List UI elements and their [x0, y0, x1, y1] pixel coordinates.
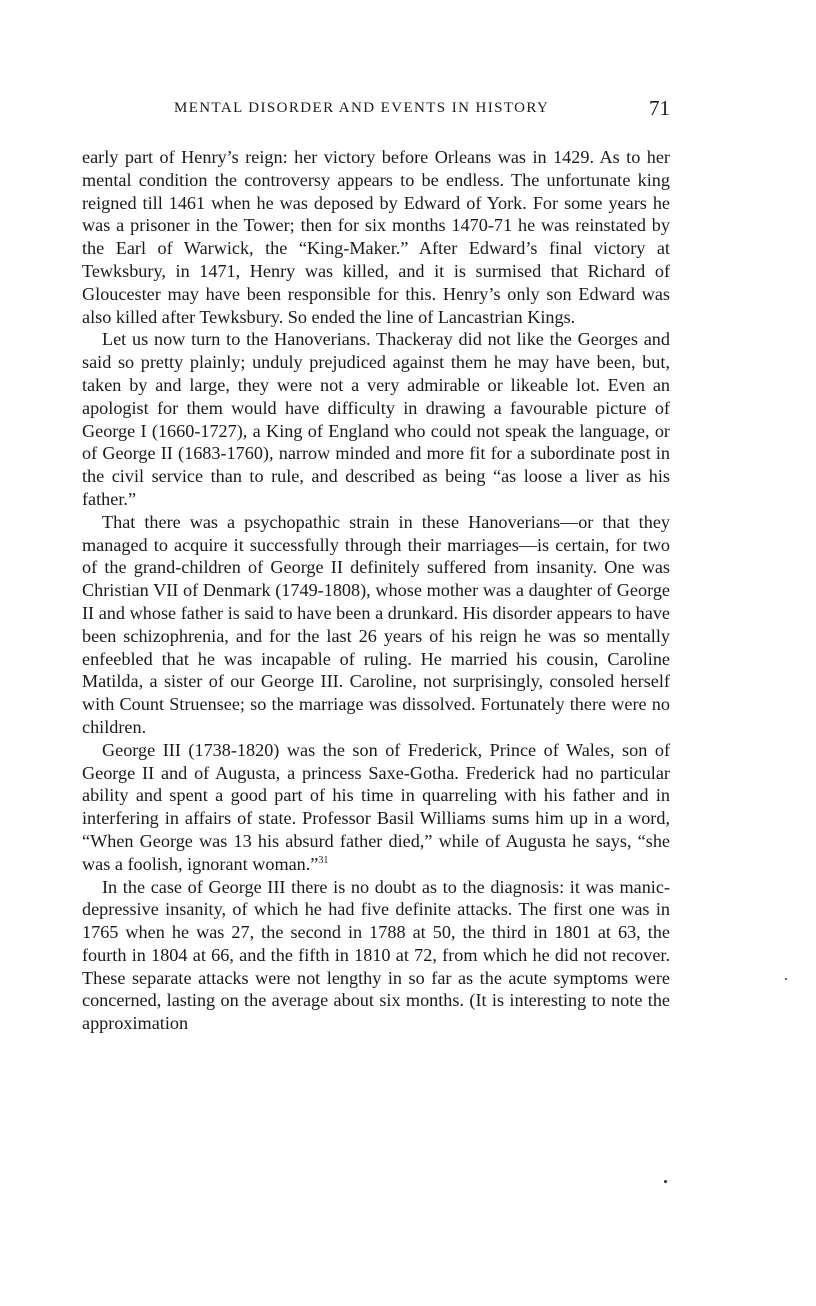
- paragraph-henry-reign: early part of Henry’s reign: her victory before Orleans was in 1429. As to her mental condition the controversy appears to be endless. The unfortunate king reigned till 1461 when he was deposed by Edward of York. For some years he was a prisoner in the Tower; then for six months 1470-71 he was reinstated by the Earl of Warwick, the “King-Maker.” After Edward’s final victory at Tewksbury, in 1471, Henry was killed, and it is surmised that Richard of Gloucester may have been responsible for this. Henry’s only son Edward was also killed after Tewksbury. So ended the line of Lancastrian Kings.: [82, 147, 670, 327]
- paragraph-george-iii-parents-text: George III (1738-1820) was the son of Frederick, Prince of Wales, son of George II and of Augusta, a princess Saxe-Gotha. Frederick had no particular ability and spent a good part of his time in quarreling with his father and in interfering in affairs of state. Professor Basil Williams sums him up in a word, “When George was 13 his absurd father died,” while of Augusta he says, “she was a foolish, ignorant woman.”: [82, 739, 670, 874]
- running-title: MENTAL DISORDER AND EVENTS IN HISTORY: [174, 100, 550, 116]
- print-speck: [785, 978, 787, 980]
- paragraph-hanoverians: Let us now turn to the Hanoverians. Thackeray did not like the Georges and said so pretty plainly; unduly prejudiced against them he may have been, but, taken by and large, they were not a very admirable or likeable lot. Even an apologist for them would have difficulty in drawing a favourable picture of George I (1660-1727), a King of England who could not speak the language, or of George II (1683-1760), narrow minded and more fit for a subordinate post in the civil service than to rule, and described as being “as loose a liver as his father.”: [82, 329, 670, 509]
- paragraph-george-iii-diagnosis: In the case of George III there is no doubt as to the diagnosis: it was manic-depressive insanity, of which he had five definite attacks. The first one was in 1765 when he was 27, the second in 1788 at 50, the third in 1801 at 63, the fourth in 1804 at 66, and the fifth in 1810 at 72, from which he did not recover. These separate attacks were not lengthy in so far as the acute symptoms were concerned, lasting on the average about six months. (It is interesting to note the approximation: [82, 876, 670, 1034]
- body-text: [82, 146, 670, 1035]
- page-number: 71: [649, 96, 670, 120]
- print-speck: [664, 1180, 667, 1183]
- running-header: [82, 96, 670, 124]
- paragraph-george-iii-parents: [82, 739, 670, 876]
- paragraph-psychopathic-strain: That there was a psychopathic strain in these Hanoverians—or that they managed to acquire it successfully through their marriages—is certain, for two of the grand-children of George II definitely suffered from insanity. One was Christian VII of Denmark (1749-1808), whose mother was a daughter of George II and whose father is said to have been a drunkard. His disorder appears to have been schizophrenia, and for the last 26 years of his reign he was so mentally enfeebled that he was incapable of ruling. He married his cousin, Caroline Matilda, a sister of our George III. Caroline, not surprisingly, consoled herself with Count Struensee; so the marriage was dissolved. Fortunately there were no children.: [82, 511, 670, 737]
- footnote-reference: 31: [318, 854, 329, 866]
